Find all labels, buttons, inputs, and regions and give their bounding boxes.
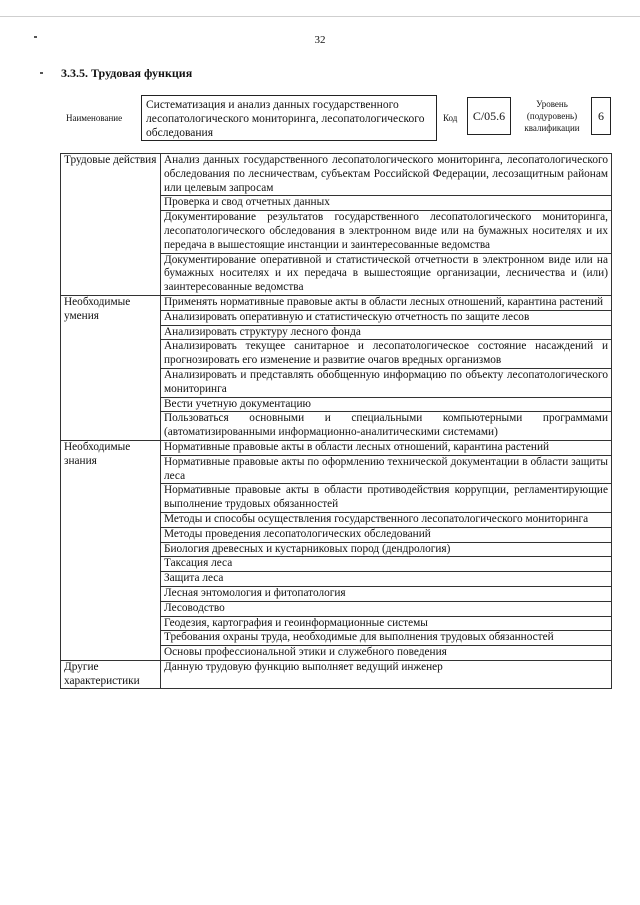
category-cell: Необходимые знания <box>61 440 161 660</box>
item-cell: Нормативные правовые акты в области противодействия коррупции, регламентирующие выполнение трудовых обязанностей <box>161 484 612 513</box>
category-cell: Другие характеристики <box>61 660 161 689</box>
table-row <box>61 440 612 455</box>
item-cell: Требования охраны труда, необходимые для выполнения трудовых обязанностей <box>161 631 612 646</box>
item-cell: Документирование результатов государственного лесопатологического мониторинга, лесопатологического обследования в электронном виде или на бумажных носителях и их передача в вышестоящие инстанции и заинтересованные ведомства <box>161 211 612 253</box>
item-cell: Документирование оперативной и статистической отчетности в электронном виде или на бумажных носителях и их передача в вышестоящие организации, лесничества и (или) заинтересованные ведомства <box>161 253 612 295</box>
category-cell: Необходимые умения <box>61 295 161 440</box>
item-cell: Пользоваться основными и специальными компьютерными программами (автоматизированными информационно-аналитическими системами) <box>161 412 612 441</box>
scan-speck <box>40 72 43 74</box>
item-cell: Лесная энтомология и фитопатология <box>161 586 612 601</box>
code-box: C/05.6 <box>467 97 511 135</box>
item-cell: Нормативные правовые акты по оформлению технической документации в области защиты леса <box>161 455 612 484</box>
function-name-box: Систематизация и анализ данных государственного лесопатологического мониторинга, лесопатологического обследования <box>141 95 437 141</box>
item-cell: Таксация леса <box>161 557 612 572</box>
item-cell: Методы и способы осуществления государственного лесопатологического мониторинга <box>161 512 612 527</box>
section-title: 3.3.5. Трудовая функция <box>61 66 193 80</box>
item-cell: Анализировать текущее санитарное и лесопатологическое состояние насаждений и прогнозировать его изменение и развитие очагов вредных организмов <box>161 340 612 369</box>
table-row <box>61 295 612 310</box>
item-cell: Нормативные правовые акты в области лесных отношений, карантина растений <box>161 440 612 455</box>
level-box: 6 <box>591 97 611 135</box>
item-cell: Основы профессиональной этики и служебного поведения <box>161 646 612 661</box>
page-number: 32 <box>314 34 326 46</box>
function-table <box>60 153 612 689</box>
item-cell: Методы проведения лесопатологических обследований <box>161 527 612 542</box>
scan-top-edge <box>0 16 640 17</box>
item-cell: Анализ данных государственного лесопатологического мониторинга, лесопатологического обследования по лесничествам, субъектам Российской Федерации, лесозащитным районам или целевым запросам <box>161 154 612 196</box>
code-label: Код <box>443 113 458 123</box>
name-label: Наименование <box>66 113 123 123</box>
table-row <box>61 660 612 689</box>
item-cell: Геодезия, картография и геоинформационные системы <box>161 616 612 631</box>
table-row <box>61 154 612 196</box>
item-cell: Защита леса <box>161 572 612 587</box>
item-cell: Анализировать оперативную и статистическую отчетность по защите лесов <box>161 310 612 325</box>
item-cell: Данную трудовую функцию выполняет ведущий инженер <box>161 660 612 689</box>
item-cell: Проверка и свод отчетных данных <box>161 196 612 211</box>
item-cell: Применять нормативные правовые акты в области лесных отношений, карантина растений <box>161 295 612 310</box>
item-cell: Вести учетную документацию <box>161 397 612 412</box>
level-label: Уровень (подуровень) квалификации <box>524 99 580 133</box>
item-cell: Анализировать структуру лесного фонда <box>161 325 612 340</box>
item-cell: Биология древесных и кустарниковых пород (дендрология) <box>161 542 612 557</box>
item-cell: Лесоводство <box>161 601 612 616</box>
category-cell: Трудовые действия <box>61 154 161 296</box>
item-cell: Анализировать и представлять обобщенную информацию по объекту лесопатологического мониторинга <box>161 368 612 397</box>
